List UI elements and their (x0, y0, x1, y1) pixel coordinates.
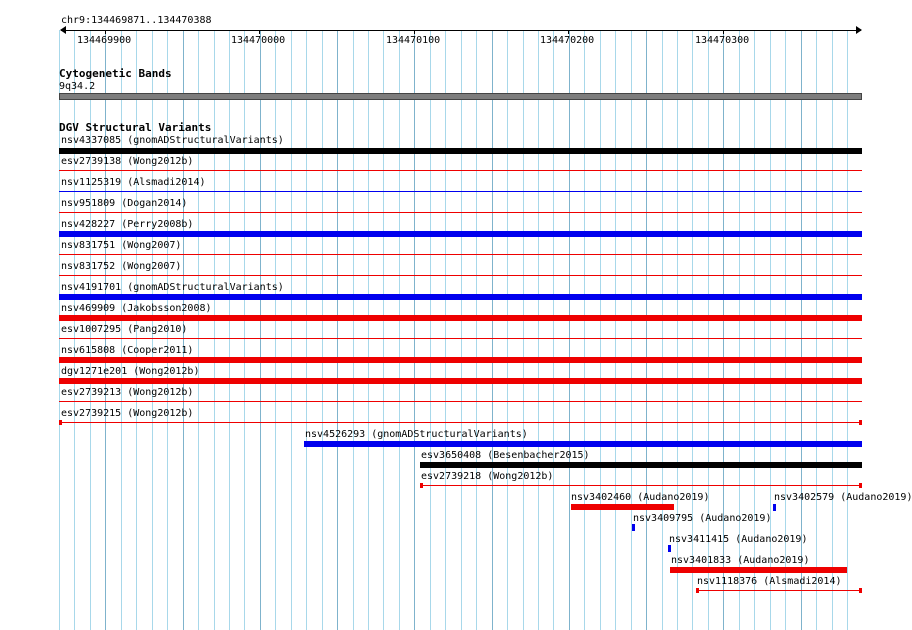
gridline (198, 30, 199, 630)
feature-glyph[interactable] (59, 231, 862, 237)
feature-glyph[interactable] (59, 254, 862, 255)
gridline (662, 30, 663, 630)
gridline (337, 30, 338, 630)
scroll-right-arrow-icon[interactable] (856, 26, 862, 34)
feature-label[interactable]: esv1007295 (Pang2010) (61, 324, 188, 335)
feature-label[interactable]: esv3650408 (Besenbacher2015) (421, 450, 590, 461)
cytoband-bar[interactable] (59, 93, 862, 100)
feature-label[interactable]: nsv3411415 (Audano2019) (669, 534, 808, 545)
gridline (847, 30, 848, 630)
feature-label[interactable]: nsv3409795 (Audano2019) (633, 513, 772, 524)
ruler-tick-label: 134470200 (540, 35, 595, 46)
feature-glyph[interactable] (59, 378, 862, 384)
feature-endcap (859, 483, 862, 488)
feature-glyph[interactable] (59, 401, 862, 402)
gridline (461, 30, 462, 630)
feature-glyph[interactable] (420, 462, 862, 468)
feature-endcap (859, 588, 862, 593)
ruler-tick (105, 30, 106, 34)
feature-label[interactable]: nsv428227 (Perry2008b) (61, 219, 194, 230)
gridline (430, 30, 431, 630)
gridline (476, 30, 477, 630)
ruler-axis (61, 30, 861, 31)
feature-label[interactable]: esv2739213 (Wong2012b) (61, 387, 194, 398)
gridline (569, 30, 570, 630)
feature-endcap (696, 588, 699, 593)
feature-label[interactable]: dgv1271e201 (Wong2012b) (61, 366, 200, 377)
feature-glyph[interactable] (59, 357, 862, 363)
feature-label[interactable]: esv2739215 (Wong2012b) (61, 408, 194, 419)
feature-glyph[interactable] (59, 275, 862, 276)
ruler-tick (259, 30, 260, 34)
feature-glyph[interactable] (59, 191, 862, 192)
feature-glyph[interactable] (59, 315, 862, 321)
feature-label[interactable]: nsv1125319 (Alsmadi2014) (61, 177, 206, 188)
feature-glyph[interactable] (59, 148, 862, 154)
gridline (306, 30, 307, 630)
feature-label[interactable]: nsv4337085 (gnomADStructuralVariants) (61, 135, 284, 146)
feature-glyph[interactable] (59, 170, 862, 171)
gridline (383, 30, 384, 630)
feature-label[interactable]: nsv4191701 (gnomADStructuralVariants) (61, 282, 284, 293)
feature-label[interactable]: nsv831752 (Wong2007) (61, 261, 182, 272)
ruler-tick-label: 134469900 (77, 35, 132, 46)
gridline (229, 30, 230, 630)
ruler-tick-label: 134470300 (695, 35, 750, 46)
ruler-tick (414, 30, 415, 34)
feature-label[interactable]: nsv3402460 (Audano2019) (571, 492, 710, 503)
feature-endcap (859, 420, 862, 425)
gridline (816, 30, 817, 630)
location-label: chr9:134469871..134470388 (61, 15, 212, 26)
gridline (553, 30, 554, 630)
gridline (832, 30, 833, 630)
gridline (368, 30, 369, 630)
feature-label[interactable]: nsv3402579 (Audano2019) (774, 492, 912, 503)
feature-glyph[interactable] (304, 441, 862, 447)
gridline (584, 30, 585, 630)
feature-label[interactable]: nsv615808 (Cooper2011) (61, 345, 194, 356)
dgv-track-title: DGV Structural Variants (59, 121, 212, 134)
feature-glyph[interactable] (59, 294, 862, 300)
gridline (631, 30, 632, 630)
feature-label[interactable]: nsv831751 (Wong2007) (61, 240, 182, 251)
feature-glyph[interactable] (632, 524, 635, 531)
scroll-left-arrow-icon[interactable] (60, 26, 66, 34)
feature-glyph[interactable] (670, 567, 847, 573)
gridline (260, 30, 261, 630)
gridline (507, 30, 508, 630)
feature-glyph[interactable] (696, 590, 862, 591)
gridline (291, 30, 292, 630)
feature-label[interactable]: nsv3401833 (Audano2019) (671, 555, 810, 566)
feature-label[interactable]: nsv951809 (Dogan2014) (61, 198, 188, 209)
gridline (59, 30, 60, 630)
feature-glyph[interactable] (59, 212, 862, 213)
gridline (492, 30, 493, 630)
feature-endcap (59, 420, 62, 425)
gridline (538, 30, 539, 630)
feature-glyph[interactable] (668, 545, 671, 552)
feature-glyph[interactable] (420, 485, 862, 486)
gridline (414, 30, 415, 630)
gridline (353, 30, 354, 630)
feature-label[interactable]: esv2739138 (Wong2012b) (61, 156, 194, 167)
feature-label[interactable]: nsv4526293 (gnomADStructuralVariants) (305, 429, 528, 440)
gridline (615, 30, 616, 630)
ruler-tick-label: 134470100 (386, 35, 441, 46)
feature-glyph[interactable] (59, 338, 862, 339)
gridline (445, 30, 446, 630)
cytoband-label: 9q34.2 (59, 81, 96, 92)
gridline (399, 30, 400, 630)
cytoband-track-title: Cytogenetic Bands (59, 67, 172, 80)
gridline (322, 30, 323, 630)
gridline (646, 30, 647, 630)
ruler-tick (723, 30, 724, 34)
feature-label[interactable]: nsv1118376 (Alsmadi2014) (697, 576, 842, 587)
feature-glyph[interactable] (773, 504, 776, 511)
gridline (523, 30, 524, 630)
feature-label[interactable]: esv2739218 (Wong2012b) (421, 471, 554, 482)
feature-endcap (420, 483, 423, 488)
gridline (600, 30, 601, 630)
feature-glyph[interactable] (59, 422, 862, 423)
ruler-tick (568, 30, 569, 34)
feature-label[interactable]: nsv469909 (Jakobsson2008) (61, 303, 212, 314)
gridline (214, 30, 215, 630)
feature-glyph[interactable] (571, 504, 674, 510)
ruler-tick-label: 134470000 (231, 35, 286, 46)
gridline (275, 30, 276, 630)
gridline (244, 30, 245, 630)
